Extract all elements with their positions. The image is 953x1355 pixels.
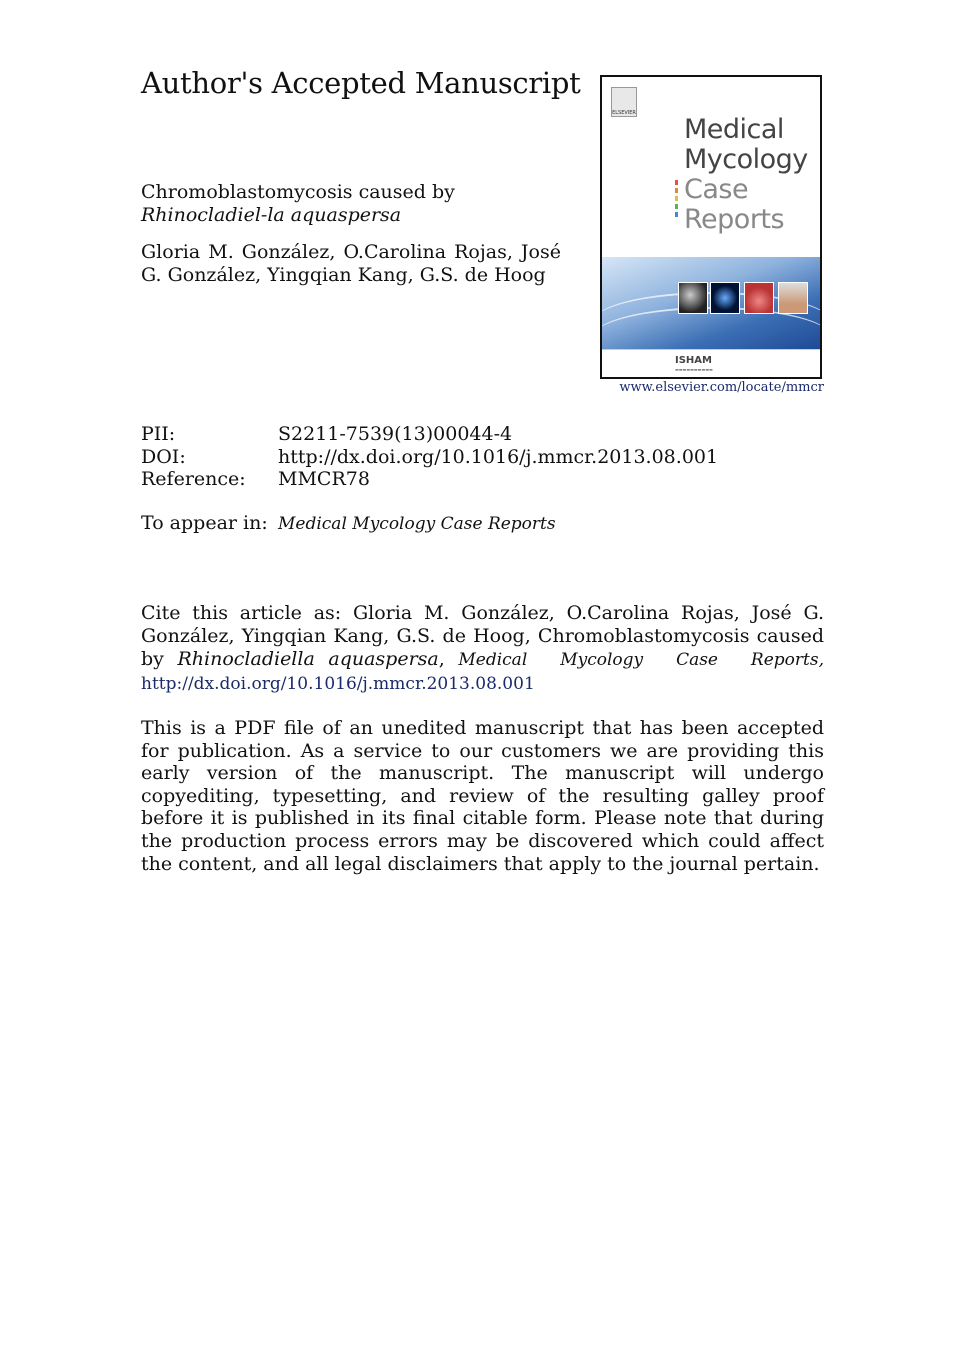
isham-subtext: ▬▬▬▬▬▬▬▬▬▬ — [675, 367, 713, 372]
article-title — [141, 181, 561, 227]
doi-label: DOI: — [141, 446, 186, 468]
appear-in-label: To appear in: — [141, 512, 268, 534]
cover-title-line2: Mycology — [684, 144, 808, 175]
citation-block: Cite this article as: Gloria M. González, O.Carolina Rojas, José G. González, Yingqian Kang, G.S. de Hoog, Chromoblastomycosis caused by Rhinocladiella aquaspersa, Medical Mycology Case Reports, http://dx.doi.org/10.1016/j.mmcr.2013.08.001 — [141, 602, 824, 694]
article-authors: Gloria M. González, O.Carolina Rojas, José G. González, Yingqian Kang, G.S. de Hoog — [141, 241, 561, 286]
citation-journal: Medical Mycology Case Reports, — [458, 650, 824, 670]
reference-label: Reference: — [141, 468, 246, 490]
isham-logo: ISHAM — [675, 355, 712, 366]
reference-value: MMCR78 — [278, 468, 370, 490]
citation-species: Rhinocladiella aquaspersa — [177, 648, 439, 670]
citation-text: Cite this article as: Gloria M. González, O.Carolina Rojas, José G. González, Yingqian Kang, G.S. de Hoog, Chromoblastomycosis caused by — [141, 602, 824, 670]
article-title-species: Rhinocladiel-la aquaspersa — [141, 204, 402, 226]
pii-label: PII: — [141, 423, 176, 445]
cover-journal-title — [684, 115, 808, 235]
pii-value: S2211-7539(13)00044-4 — [278, 423, 513, 445]
cover-thumbnail-2 — [710, 282, 740, 314]
manuscript-heading: Author's Accepted Manuscript — [141, 66, 581, 100]
disclaimer-paragraph: This is a PDF file of an unedited manuscript that has been accepted for publication. As a service to our customers we are providing this early version of the manuscript. The manuscript will undergo copyediting, typesetting, and review of the resulting galley proof before it is published in its final citable form. Please note that during the production process errors may be discovered which could affect the content, and all legal disclaimers that apply to the journal pertain. — [141, 717, 824, 875]
cover-title-line1: Medical — [684, 114, 784, 145]
cover-footer — [602, 349, 820, 378]
cover-thumbnail-1 — [678, 282, 708, 314]
journal-url[interactable]: www.elsevier.com/locate/mmcr — [619, 380, 824, 395]
cover-thumbnail-4 — [778, 282, 808, 314]
doi-value[interactable]: http://dx.doi.org/10.1016/j.mmcr.2013.08.001 — [278, 446, 719, 468]
citation-doi-link[interactable]: http://dx.doi.org/10.1016/j.mmcr.2013.08.001 — [141, 674, 535, 694]
cover-title-line3: Case — [684, 174, 749, 205]
cover-title-line4: Reports — [684, 204, 785, 235]
journal-cover — [600, 75, 822, 379]
cover-thumbnail-3 — [744, 282, 774, 314]
article-title-text: Chromoblastomycosis caused by — [141, 181, 455, 203]
elsevier-logo: ELSEVIER — [611, 87, 637, 117]
cover-color-dots — [675, 180, 678, 220]
appear-in-journal: Medical Mycology Case Reports — [278, 514, 556, 534]
